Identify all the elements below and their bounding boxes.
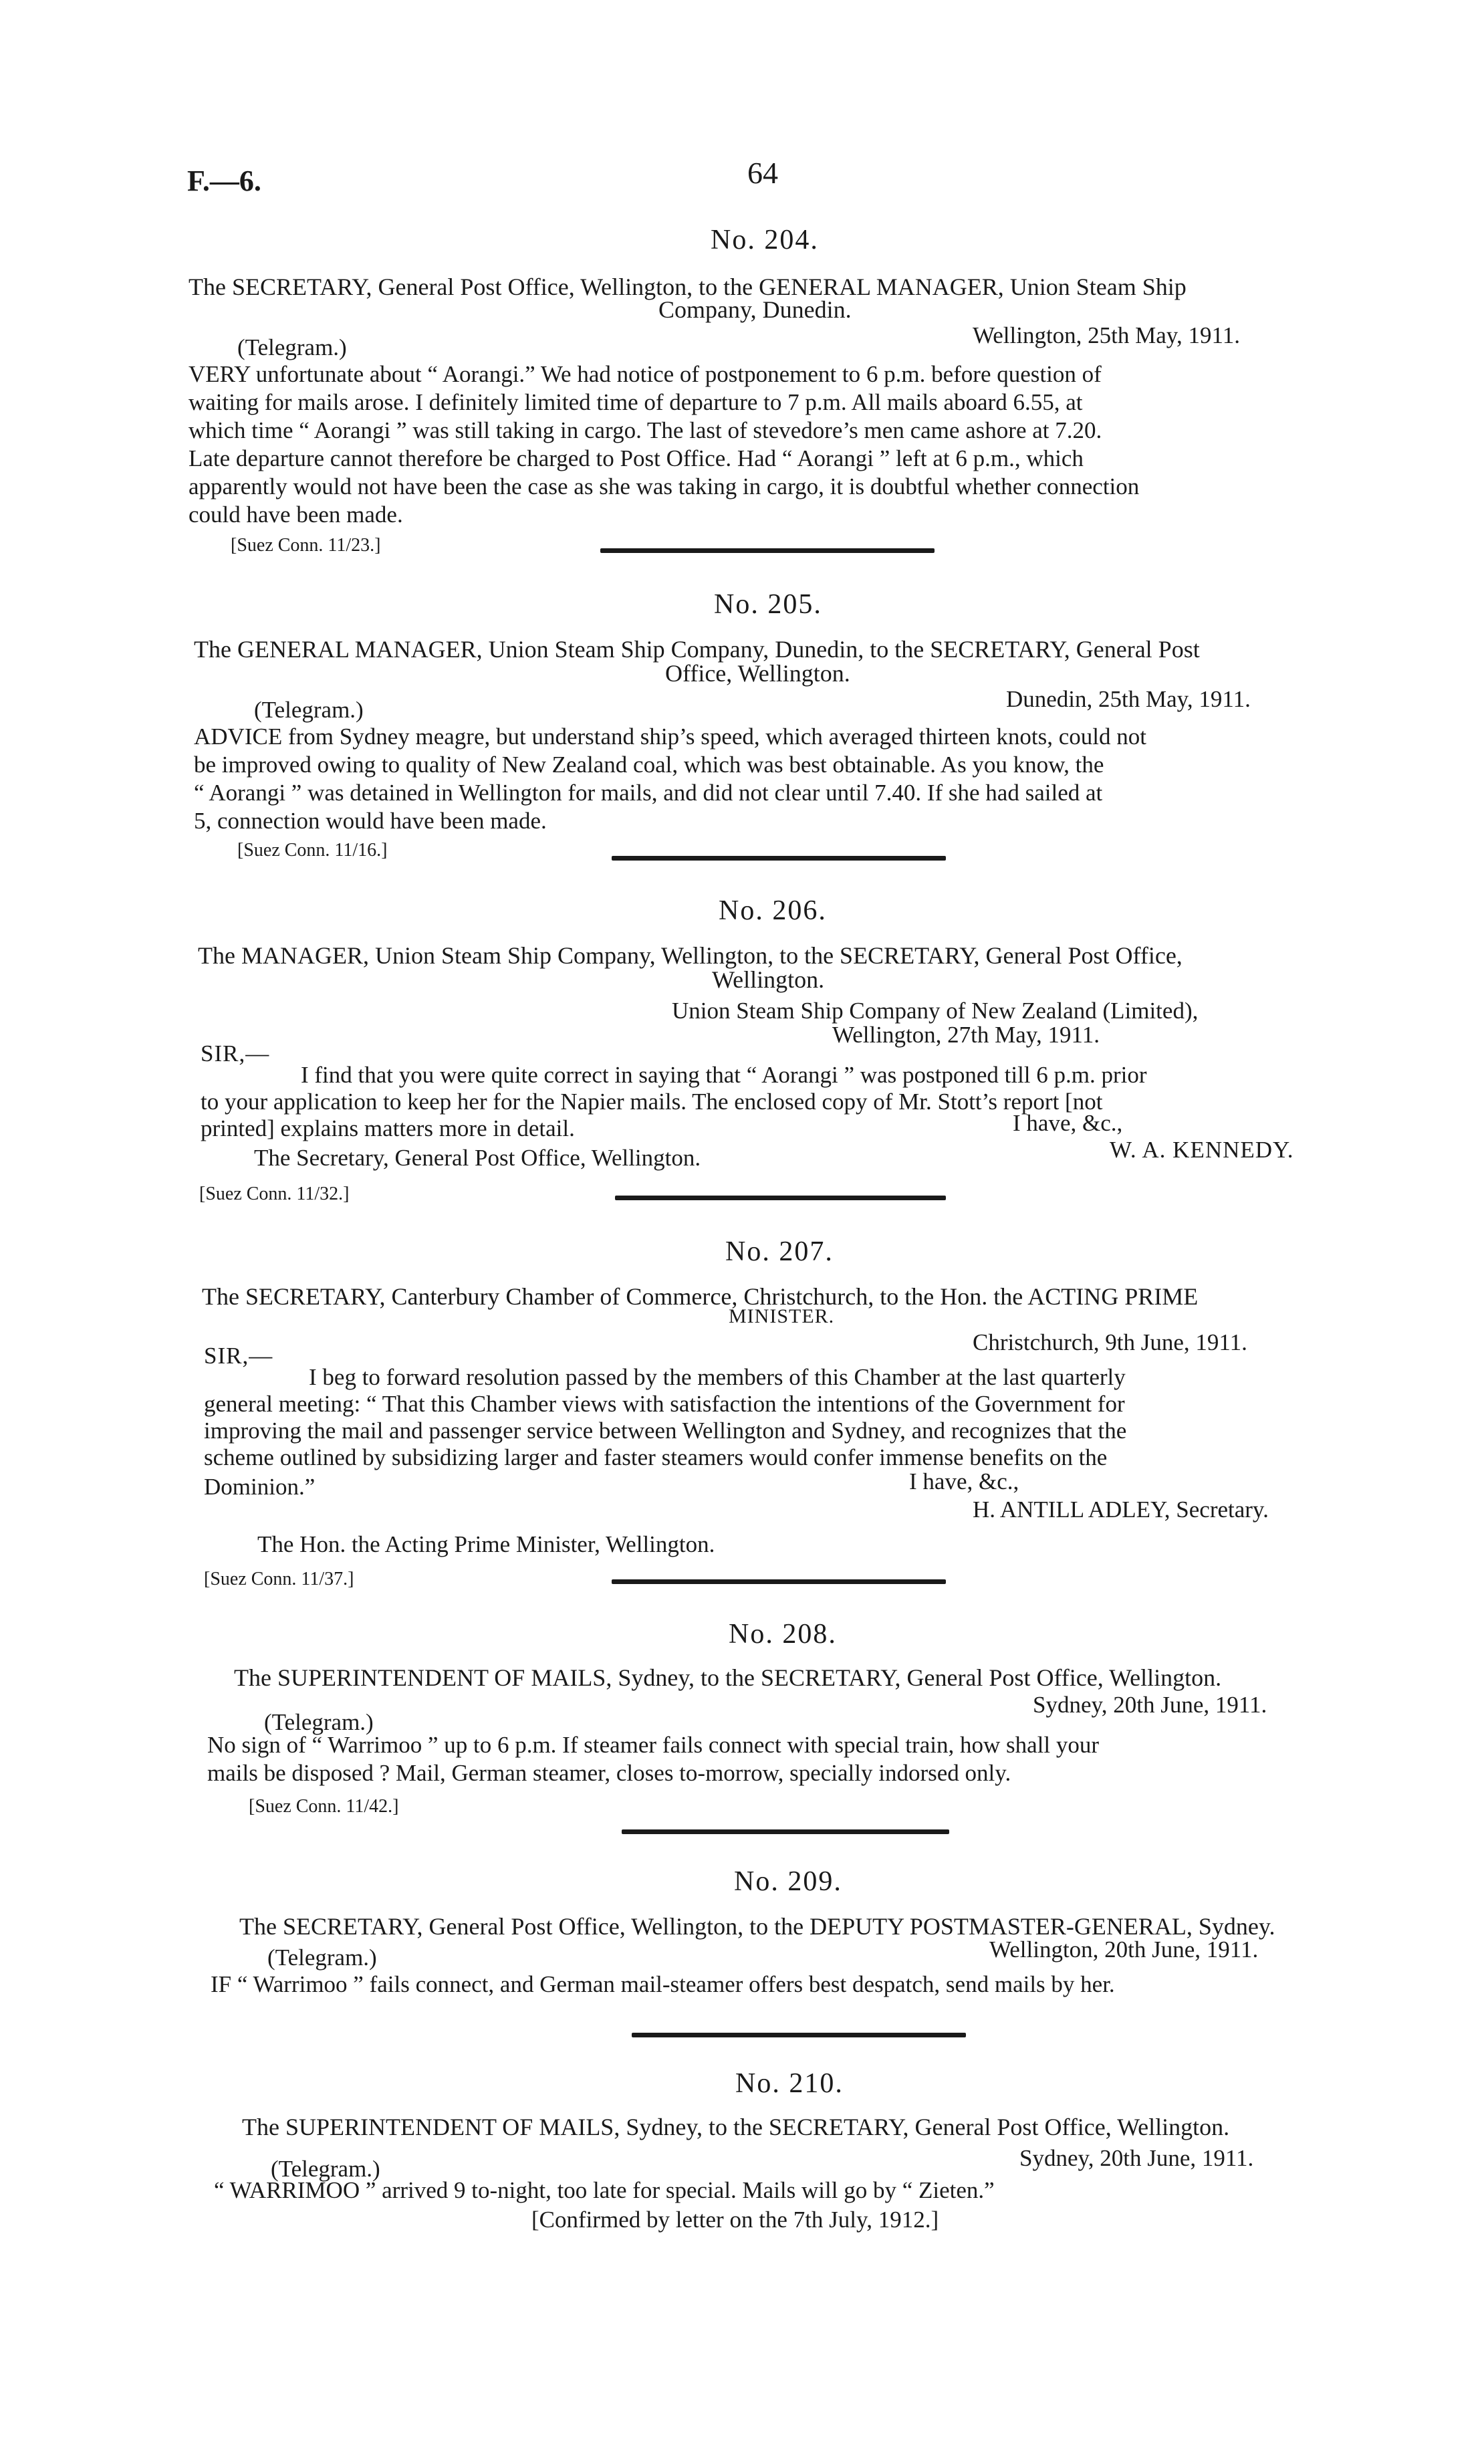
body-line: “ Aorangi ” was detained in Wellington for mails, and did not clear until 7.40. If she had sailed at (194, 780, 1103, 806)
body-line: scheme outlined by subsidizing larger and faster steamers would confer immense benefits on the (204, 1444, 1108, 1470)
reference: [Suez Conn. 11/37.] (204, 1569, 354, 1589)
section-number: No. 204. (711, 225, 819, 255)
confirmation-note: [Confirmed by letter on the 7th July, 1912.] (531, 2207, 939, 2233)
addressee: The Hon. the Acting Prime Minister, Wellington. (257, 1531, 715, 1557)
body-line: I find that you were quite correct in saying that “ Aorangi ” was postponed till 6 p.m. prior (301, 1062, 1147, 1088)
body-line: general meeting: “ That this Chamber views with satisfaction the intentions of the Government for (204, 1391, 1125, 1417)
addressee: The Secretary, General Post Office, Wellington. (254, 1145, 701, 1171)
dateline: Sydney, 20th June, 1911. (1033, 1692, 1267, 1718)
section-heading: The SECRETARY, General Post Office, Wellington, to the GENERAL MANAGER, Union Steam Ship (189, 273, 1187, 300)
telegram-label: (Telegram.) (271, 2156, 380, 2182)
body-line: apparently would not have been the case as she was taking in cargo, it is doubtful whether connection (189, 473, 1140, 499)
section-number: No. 206. (719, 895, 827, 926)
dateline: Wellington, 27th May, 1911. (832, 1022, 1100, 1048)
body-line: be improved owing to quality of New Zealand coal, which was best obtainable. As you know, the (194, 752, 1104, 778)
body-line: “ WARRIMOO ” arrived 9 to-night, too late for special. Mails will go by “ Zieten.” (214, 2177, 995, 2203)
section-divider (615, 1196, 946, 1200)
telegram-label: (Telegram.) (267, 1944, 377, 1971)
telegram-label: (Telegram.) (237, 334, 347, 360)
body-line: I beg to forward resolution passed by the members of this Chamber at the last quarterly (309, 1364, 1126, 1390)
document-code: F.—6. (187, 164, 261, 197)
body-line: waiting for mails arose. I definitely limited time of departure to 7 p.m. All mails aboard 6.55, at (189, 389, 1083, 415)
telegram-label: (Telegram.) (264, 1709, 374, 1735)
body-line: printed] explains matters more in detail. (201, 1115, 575, 1141)
section-number: No. 207. (725, 1236, 834, 1267)
reference: [Suez Conn. 11/42.] (249, 1796, 399, 1817)
body-line: Dominion.” (204, 1474, 316, 1500)
salutation: SIR,— (204, 1343, 273, 1369)
body-line: Late departure cannot therefore be charged to Post Office. Had “ Aorangi ” left at 6 p.m., which (189, 445, 1084, 471)
dateline: Dunedin, 25th May, 1911. (1006, 686, 1251, 712)
signature: H. ANTILL ADLEY, Secretary. (973, 1496, 1269, 1523)
dateline: Christchurch, 9th June, 1911. (973, 1329, 1247, 1355)
telegram-label: (Telegram.) (254, 697, 364, 723)
salutation: SIR,— (201, 1040, 270, 1067)
section-divider (622, 1829, 949, 1834)
signature: W. A. KENNEDY. (1110, 1137, 1294, 1163)
reference: [Suez Conn. 11/23.] (231, 535, 381, 556)
body-line: VERY unfortunate about “ Aorangi.” We had notice of postponement to 6 p.m. before question of (189, 361, 1102, 387)
body-line: 5, connection would have been made. (194, 808, 547, 834)
section-number: No. 210. (735, 2068, 844, 2099)
body-line: could have been made. (189, 501, 403, 528)
section-heading-cont: MINISTER. (729, 1305, 835, 1327)
reference: [Suez Conn. 11/32.] (199, 1184, 350, 1204)
section-divider (612, 856, 946, 861)
dateline: Wellington, 20th June, 1911. (989, 1936, 1259, 1963)
body-line: to your application to keep her for the Napier mails. The enclosed copy of Mr. Stott’s report [not (201, 1089, 1103, 1115)
body-line: No sign of “ Warrimoo ” up to 6 p.m. If steamer fails connect with special train, how shall your (207, 1732, 1099, 1758)
section-heading-cont: Office, Wellington. (665, 660, 850, 687)
section-heading: The SUPERINTENDENT OF MAILS, Sydney, to the SECRETARY, General Post Office, Wellington. (242, 2114, 1230, 2140)
body-line: which time “ Aorangi ” was still taking in cargo. The last of stevedore’s men came ashore at 7.20. (189, 417, 1102, 443)
reference: [Suez Conn. 11/16.] (237, 840, 388, 861)
page-number: 64 (747, 156, 778, 190)
section-number: No. 209. (734, 1866, 842, 1897)
sender-address: Union Steam Ship Company of New Zealand (Limited), (672, 998, 1199, 1024)
section-heading: The SUPERINTENDENT OF MAILS, Sydney, to the SECRETARY, General Post Office, Wellington. (234, 1664, 1222, 1691)
section-divider (600, 548, 935, 553)
section-number: No. 208. (729, 1619, 837, 1650)
body-line: improving the mail and passenger service between Wellington and Sydney, and recognizes that the (204, 1418, 1127, 1444)
dateline: Wellington, 25th May, 1911. (973, 322, 1240, 348)
body-line: IF “ Warrimoo ” fails connect, and German mail-steamer offers best despatch, send mails by her. (211, 1971, 1115, 1997)
section-divider (632, 2033, 966, 2037)
section-heading-cont: Wellington. (712, 966, 825, 993)
dateline: Sydney, 20th June, 1911. (1019, 2145, 1254, 2171)
section-heading: The SECRETARY, General Post Office, Wellington, to the DEPUTY POSTMASTER-GENERAL, Sydney. (239, 1913, 1275, 1940)
body-line: ADVICE from Sydney meagre, but understand ship’s speed, which averaged thirteen knots, could not (194, 723, 1146, 750)
section-heading: The SECRETARY, Canterbury Chamber of Commerce, Christchurch, to the Hon. the ACTING PRIME (202, 1283, 1199, 1310)
section-divider (612, 1579, 946, 1584)
section-number: No. 205. (714, 589, 822, 620)
body-line: mails be disposed ? Mail, German steamer, closes to-morrow, specially indorsed only. (207, 1760, 1011, 1786)
closing: I have, &c., (909, 1468, 1019, 1494)
section-heading-cont: Company, Dunedin. (658, 296, 852, 323)
section-heading: The MANAGER, Union Steam Ship Company, Wellington, to the SECRETARY, General Post Office, (198, 942, 1183, 969)
section-heading: The GENERAL MANAGER, Union Steam Ship Company, Dunedin, to the SECRETARY, General Post (194, 636, 1200, 663)
closing: I have, &c., (1013, 1110, 1123, 1136)
